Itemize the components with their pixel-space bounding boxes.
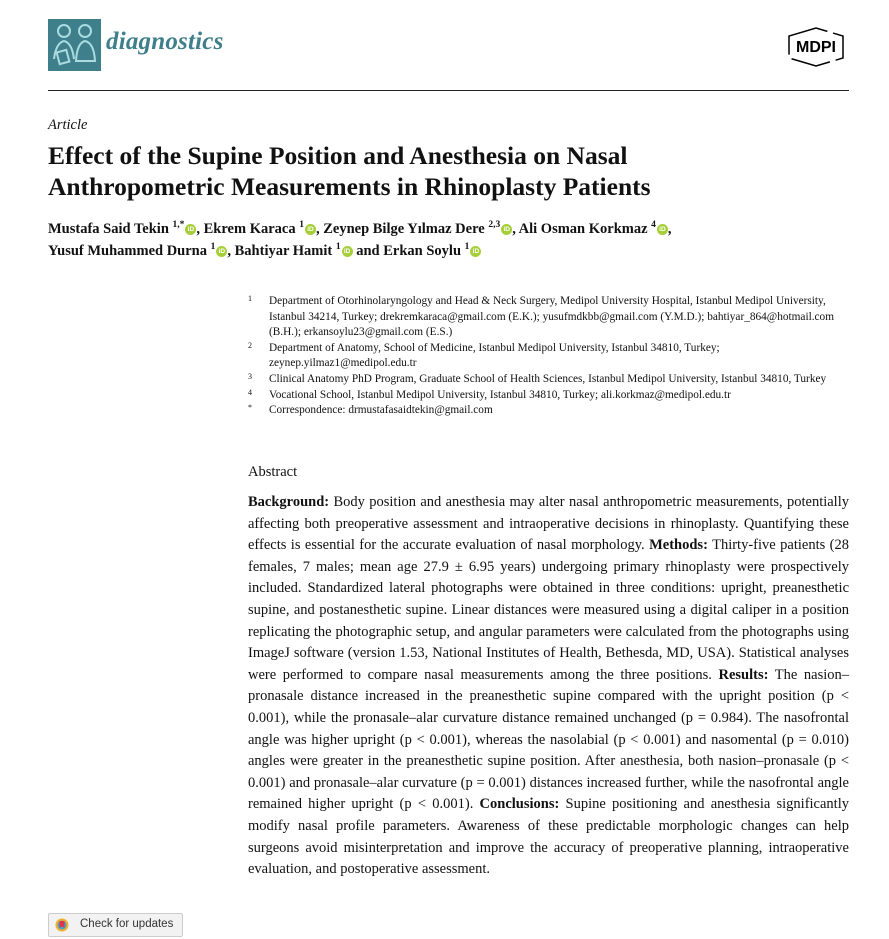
affiliation-text: Vocational School, Istanbul Medipol University, Istanbul 34810, Turkey; ali.korkmaz@medipol.edu.tr — [269, 388, 731, 401]
check-for-updates-button[interactable] — [48, 913, 183, 937]
orcid-icon[interactable]: iD — [501, 224, 512, 235]
journal-logo — [48, 19, 101, 71]
affiliation-number: 3 — [248, 371, 252, 381]
orcid-icon[interactable]: iD — [470, 246, 481, 257]
affiliation-number: 4 — [248, 387, 252, 397]
author-affiliation-marker: 1 — [210, 242, 216, 252]
people-icon — [48, 19, 101, 71]
affiliation-number: * — [248, 403, 252, 413]
affiliation-item — [248, 372, 838, 388]
crossmark-icon — [55, 918, 69, 932]
journal-name: diagnostics — [106, 28, 224, 55]
methods-text: Thirty-five patients (28 females, 7 males; mean age 27.9 ± 6.95 years) undergoing primary rhinoplasty were prospectively included. Standardized lateral photographs were obtained in three conditions: upright, preanesthetic supine, and postanesthetic supine. Linear distances were measured using a digital caliper in a position replicating the photographic setup, and angular parameters were calculated from the photographs using ImageJ software (version 1.53, National Institutes of Health, Bethesda, MD, USA). Statistical analyses were performed to compare nasal measurements among the three positions. — [248, 537, 849, 683]
title-line-1: Effect of the Supine Position and Anesthesia on Nasal — [48, 141, 628, 170]
conclusions-text: Supine positioning and anesthesia significantly modify nasal profile parameters. Awareness of these predictable morphologic changes can help surgeons avoid misinterpretation and improve the accuracy of preoperative planning, intraoperative evaluation, and postoperative assessment. — [248, 796, 849, 878]
affiliation-number: 2 — [248, 340, 252, 350]
author-name: Erkan Soylu — [383, 243, 462, 259]
author-list: Mustafa Said Tekin $^{1,*}$ iD , Ekrem Karaca $^1$ iD , Zeynep Bilge Yılmaz Dere $^{2,3}$ iD , Ali Osman Korkmaz $^4$ iD , Yusuf Muhammed Durna $^1$ iD , Bahtiyar Hamit $^1$ iD and Erkan Soylu $^1$ iD — [48, 220, 672, 259]
header-divider — [48, 90, 849, 91]
orcid-icon[interactable]: iD — [657, 224, 668, 235]
author-affiliation-marker: 1 — [335, 242, 341, 252]
abstract-heading: Abstract — [248, 464, 298, 480]
author-name: Yusuf Muhammed Durna — [48, 243, 207, 259]
results-text: The nasion–pronasale distance increased in the preanesthetic supine compared with the upright position (p < 0.001), while the pronasale–alar curvature distance remained unchanged (p = 0.984). The nasofrontal angle was higher upright (p < 0.001), whereas the nasolabial (p < 0.001) and nasomental (p = 0.010) angles were greater in the preanesthetic supine position. After anesthesia, both nasion–pronasale (p < 0.001) and pronasale–alar curvature (p = 0.001) distances increased further, while the nasofrontal angle remained higher upright (p < 0.001). — [248, 666, 850, 813]
author-affiliation-marker: 2,3 — [488, 220, 501, 230]
publisher-name: MDPI — [796, 39, 836, 56]
background-label: Background: — [248, 494, 330, 510]
affiliation-text: Correspondence: drmustafasaidtekin@gmail.com — [269, 404, 493, 417]
author-affiliation-marker: 4 — [651, 220, 656, 230]
affiliations — [248, 294, 838, 419]
author-name: Ali Osman Korkmaz — [518, 221, 648, 237]
affiliation-item — [248, 403, 838, 419]
mdpi-logo — [783, 26, 849, 68]
check-for-updates-label: Check for updates — [80, 918, 174, 930]
affiliation-text: Clinical Anatomy PhD Program, Graduate School of Health Sciences, Istanbul Medipol University, Istanbul 34810, Turkey — [269, 372, 827, 385]
orcid-icon[interactable]: iD — [216, 246, 227, 257]
results-label: Results: — [718, 666, 769, 683]
affiliation-text: Department of Otorhinolaryngology and Head & Neck Surgery, Medipol University Hospital, Istanbul Medipol University, Istanbul 34214, Turkey; drekremkaraca@gmail.com (E.K.); yusufmdkbb@gmail.com (Y.M.D.); bahtiyar_864@hotmail.com (B.H.); erkansoylu23@gmail.com (E.S.) — [269, 295, 834, 339]
conclusions-label: Conclusions: — [479, 796, 560, 813]
background-text: Body position and anesthesia may alter nasal anthropometric measurements, potentially affecting both preoperative assessment and intraoperative decisions in rhinoplasty. Quantifying these effects is essential for the accurate evaluation of nasal morphology. — [248, 494, 849, 554]
author-name: Ekrem Karaca — [203, 221, 296, 237]
methods-label: Methods: — [649, 537, 708, 554]
affiliation-number: 1 — [248, 294, 252, 303]
author-name: Bahtiyar Hamit — [234, 243, 333, 259]
author-name: Mustafa Said Tekin — [48, 221, 169, 237]
affiliation-item — [248, 294, 838, 341]
affiliation-text: Department of Anatomy, School of Medicine, Istanbul Medipol University, Istanbul 34810, Turkey; zeynep.yilmaz1@medipol.edu.tr — [269, 341, 720, 370]
article-type: Article — [48, 117, 88, 133]
abstract-body — [248, 492, 849, 881]
author-affiliation-marker: 1,* — [172, 220, 185, 230]
author-name: Zeynep Bilge Yılmaz Dere — [323, 221, 485, 237]
orcid-icon[interactable]: iD — [185, 224, 196, 235]
orcid-icon[interactable]: iD — [305, 224, 316, 235]
orcid-icon[interactable]: iD — [342, 246, 353, 257]
title-line-2: Anthropometric Measurements in Rhinoplasty Patients — [48, 172, 651, 201]
affiliation-item — [248, 341, 838, 372]
affiliation-item — [248, 388, 838, 404]
author-affiliation-marker: 1 — [299, 220, 304, 230]
article-title — [48, 140, 828, 202]
author-affiliation-marker: 1 — [464, 242, 470, 252]
